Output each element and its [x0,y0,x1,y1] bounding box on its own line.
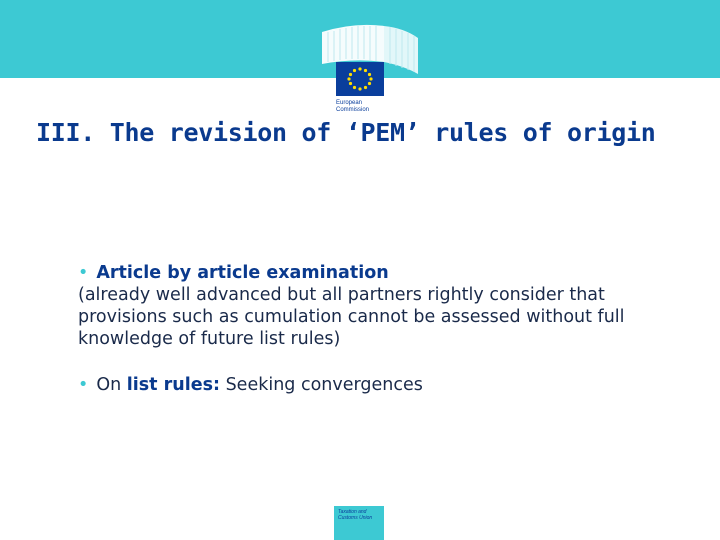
logo-wordmark [336,100,406,114]
bullet-icon: • [78,375,89,395]
item2-bold: list rules: [126,375,221,395]
footer-text-line2: Customs Union [338,515,373,521]
item1-heading: Article by article examination [96,263,389,283]
eu-flag-icon [336,62,384,96]
footer-text-line1: Taxation and [338,509,367,515]
item2-suffix: Seeking convergences [220,375,423,395]
item2-prefix: On [96,375,127,395]
european-commission-logo [314,18,424,113]
footer-logo [334,506,384,540]
footer-wordmark [338,509,382,521]
bullet-item-1 [78,262,678,350]
bullet-icon: • [78,263,89,283]
item1-body: (already well advanced but all partners rightly consider that provisions such as cumulation cannot be assessed without full knowledge of future list rules) [78,285,625,349]
bullet-item-2 [78,374,678,396]
slide-body [78,262,678,396]
logo-text-line2: Commission [336,107,370,113]
logo-text-line1: European [336,100,363,106]
slide-title: III. The revision of ‘PEM’ rules of origin [36,118,656,147]
